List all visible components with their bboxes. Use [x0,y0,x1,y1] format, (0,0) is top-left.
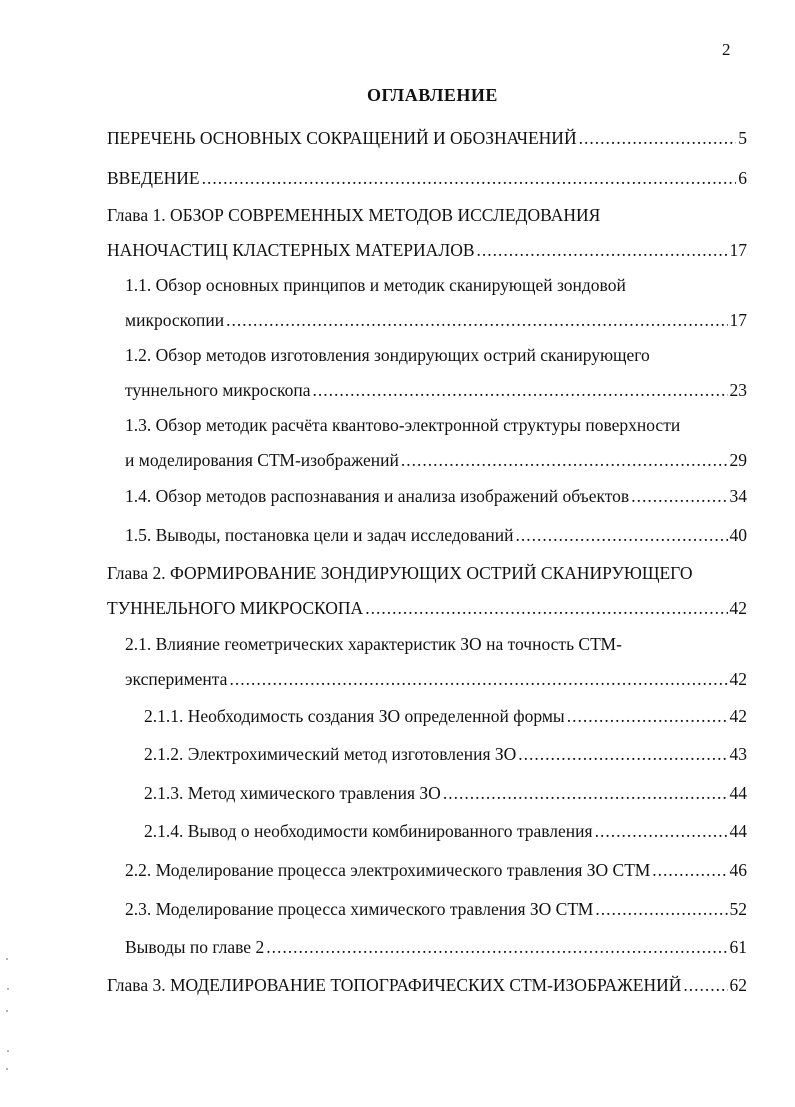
leader-dots [515,524,727,546]
toc-page-number: 61 [729,937,747,957]
scan-speck [7,1050,9,1052]
toc-page-number: 62 [729,975,747,995]
toc-page-number: 29 [729,450,747,470]
leader-dots [229,668,727,690]
toc-entry-title-line1: Глава 2. ФОРМИРОВАНИЕ ЗОНДИРУЮЩИХ ОСТРИЙ СКАНИРУЮЩЕГО [107,563,693,583]
toc-entry-title: 2.1.1. Необходимость создания ЗО определенной формы [144,706,565,726]
toc-page-number: 44 [729,821,747,841]
scan-speck [6,1010,8,1012]
toc-page-number: 17 [729,310,747,330]
toc-entry-chapter-1[interactable] [107,204,747,261]
leader-dots [202,167,737,189]
leader-dots [266,936,727,958]
toc-entry-2-1-4[interactable] [144,820,747,842]
page-number: 2 [722,40,731,59]
toc-entry-title-line1: Глава 1. ОБЗОР СОВРЕМЕННЫХ МЕТОДОВ ИССЛЕДОВАНИЯ [107,205,601,225]
toc-entry-title-line1: 1.1. Обзор основных принципов и методик сканирующей зондовой [125,275,626,295]
leader-dots [226,309,727,331]
leader-dots [579,127,737,149]
leader-dots [518,743,727,765]
leader-dots [652,859,727,881]
leader-dots [401,449,728,471]
toc-page-number: 43 [729,744,747,764]
toc-entry-title: 2.1.3. Метод химического травления ЗО [144,783,441,803]
toc-entry-2-1-2[interactable] [144,743,747,765]
toc-page-number: 42 [729,598,747,618]
leader-dots [595,820,728,842]
toc-entry-title: 2.1.4. Вывод о необходимости комбинированного травления [144,821,593,841]
toc-entry-2-3[interactable] [125,898,747,920]
toc-page-number: 17 [729,240,747,260]
toc-entry-title: 2.2. Моделирование процесса электрохимического травления ЗО СТМ [125,860,651,880]
leader-dots [443,782,728,804]
leader-dots [683,974,727,996]
toc-entry-title-line1: 1.2. Обзор методов изготовления зондирующих острий сканирующего [125,345,650,365]
toc-entry-title-line1: 1.3. Обзор методик расчёта квантово-электронной структуры поверхности [125,415,681,435]
toc-page-number: 42 [729,669,747,689]
toc-entry-title-line2: ТУННЕЛЬНОГО МИКРОСКОПА [107,598,364,618]
scan-speck [6,958,8,960]
toc-entry-title-line2: туннельного микроскопа [125,380,311,400]
toc-entry-1-3[interactable] [125,414,747,471]
toc-page-number: 44 [729,783,747,803]
leader-dots [313,379,728,401]
toc-entry-title-line2: и моделирования СТМ-изображений [125,450,399,470]
toc-page-number: 5 [738,128,747,148]
toc-entry-1-1[interactable] [125,274,747,331]
toc-entry-title-line2: НАНОЧАСТИЦ КЛАСТЕРНЫХ МАТЕРИАЛОВ [107,240,475,260]
toc-entry-title: 1.4. Обзор методов распознавания и анализа изображений объектов [125,486,630,506]
leader-dots [631,485,727,507]
scan-speck [7,988,9,990]
toc-page-number: 34 [729,486,747,506]
toc-entry-1-4[interactable] [125,485,747,507]
toc-page-number: 6 [738,168,747,188]
toc-page-number: 40 [729,525,747,545]
toc-page-number: 42 [729,706,747,726]
toc-entry-title: Выводы по главе 2 [125,937,265,957]
toc-entry-title: Глава 3. МОДЕЛИРОВАНИЕ ТОПОГРАФИЧЕСКИХ СТМ-ИЗОБРАЖЕНИЙ [107,975,682,995]
toc-entry-title-line2: микроскопии [125,310,225,330]
toc-entry-2-1[interactable] [125,633,747,690]
toc-entry-2-2[interactable] [125,859,747,881]
toc-entry-title: 2.3. Моделирование процесса химического травления ЗО СТМ [125,899,594,919]
toc-title: ОГЛАВЛЕНИЕ [367,85,498,105]
toc-entry-1-2[interactable] [125,344,747,401]
leader-dots [567,705,728,727]
toc-entry-2-1-3[interactable] [144,782,747,804]
toc-entry-title: ВВЕДЕНИЕ [107,168,200,188]
scan-speck [6,1068,8,1070]
toc-entry-title: 2.1.2. Электрохимический метод изготовления ЗО [144,744,517,764]
toc-entry-chapter-3[interactable] [107,974,747,996]
leader-dots [477,239,728,261]
toc-entry-chapter-2-conclusions[interactable] [125,936,747,958]
toc-entry-2-1-1[interactable] [144,705,747,727]
leader-dots [365,597,727,619]
toc-entry-title-line1: 2.1. Влияние геометрических характеристик ЗО на точность СТМ- [125,634,622,654]
toc-entry-chapter-2[interactable] [107,562,747,619]
toc-page-number: 52 [729,899,747,919]
toc-entry-introduction[interactable] [107,167,747,189]
toc-entry-title: 1.5. Выводы, постановка цели и задач исследований [125,525,514,545]
leader-dots [595,898,727,920]
toc-entry-title-line2: эксперимента [125,669,228,689]
toc-page-number: 23 [729,380,747,400]
toc-entry-abbreviations[interactable] [107,127,747,149]
toc-entry-1-5[interactable] [125,524,747,546]
toc-page-number: 46 [729,860,747,880]
scan-specks [5,950,11,1080]
toc-entry-title: ПЕРЕЧЕНЬ ОСНОВНЫХ СОКРАЩЕНИЙ И ОБОЗНАЧЕНИЙ [107,128,577,148]
